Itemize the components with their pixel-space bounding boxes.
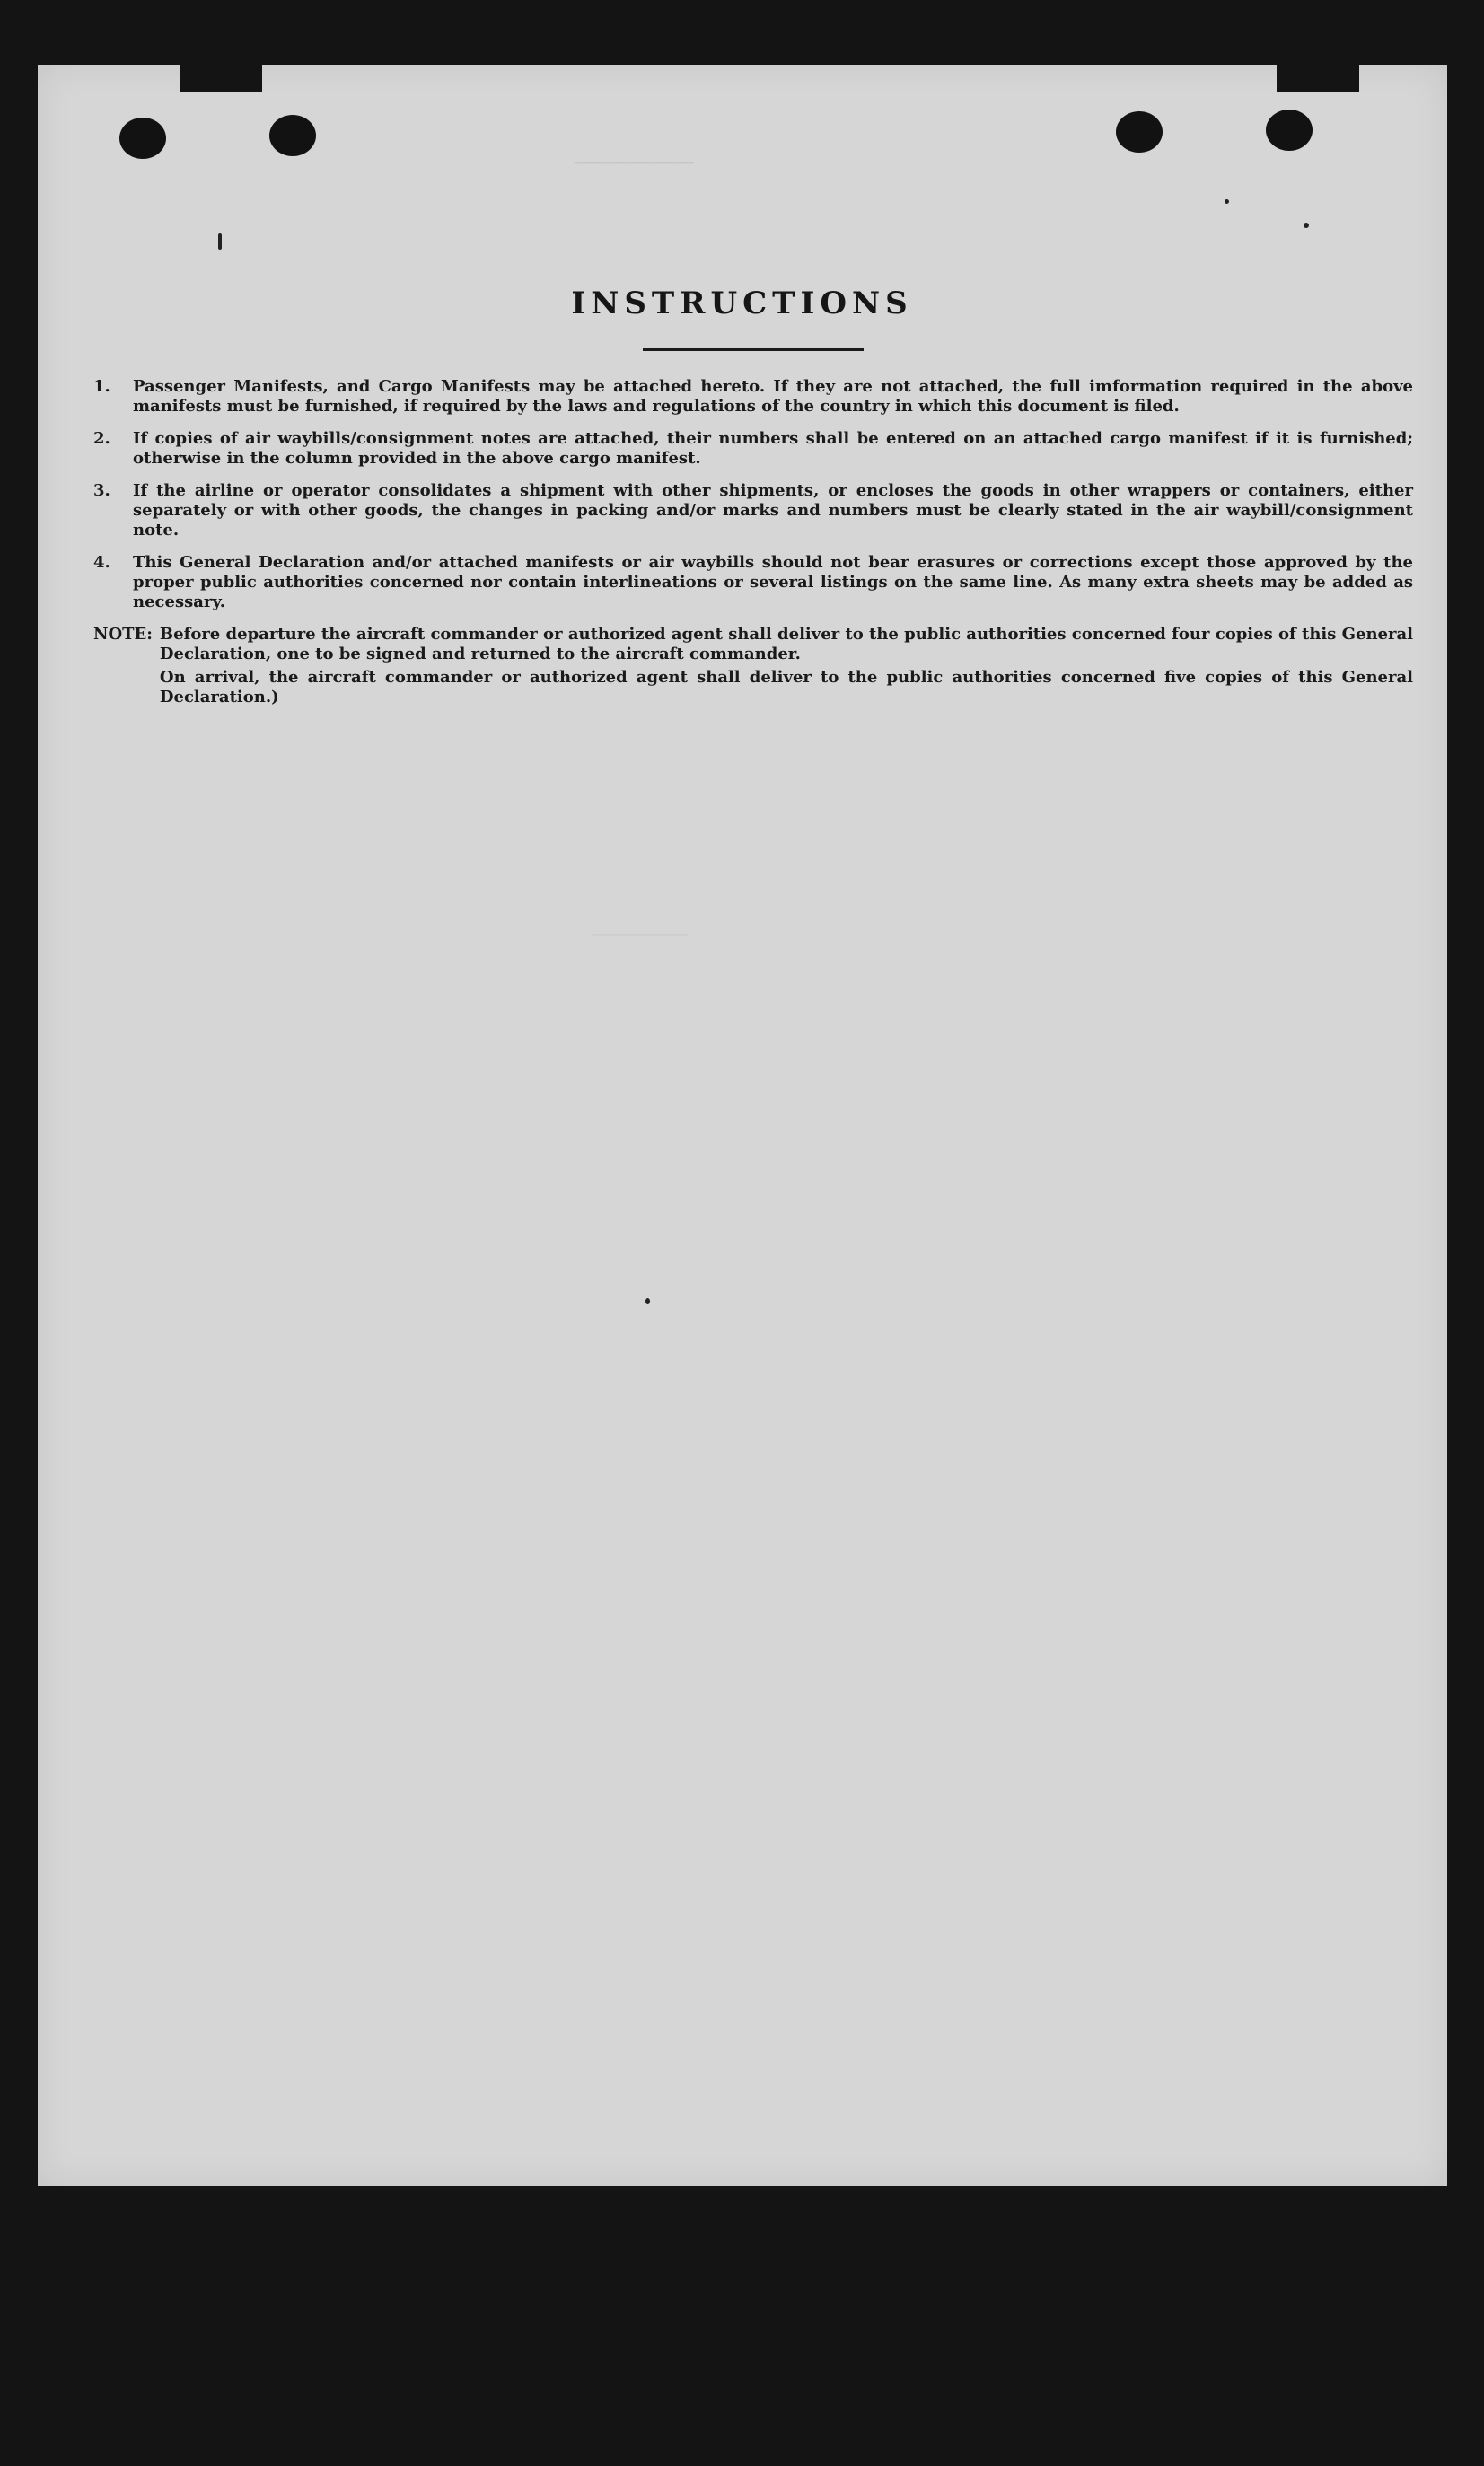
binder-tab-right bbox=[1277, 65, 1359, 92]
bleed-through-text: ──────── bbox=[593, 925, 688, 947]
scan-speck bbox=[1225, 199, 1229, 204]
item-number: 3. bbox=[93, 481, 110, 500]
note-block bbox=[93, 625, 1413, 707]
instruction-item bbox=[93, 553, 1413, 612]
item-number: 1. bbox=[93, 377, 110, 396]
item-text: If copies of air waybills/consignment notes are attached, their numbers shall be entered on an attached cargo manifest if it is furnished; otherwise in the column provided in the above cargo manifest. bbox=[133, 429, 1413, 468]
item-text: This General Declaration and/or attached manifests or air waybills should not bear erasures or corrections except those approved by the proper public authorities concerned nor contain interlineations or several listings on the same line. As many extra sheets may be added as necessary. bbox=[133, 553, 1413, 611]
scan-speck bbox=[218, 233, 222, 250]
bleed-through-text: ────────── bbox=[575, 153, 694, 175]
note-departure: Before departure the aircraft commander or authorized agent shall deliver to the public authorities concerned four copies of this General Declaration, one to be signed and returned to the aircraft commander. bbox=[159, 625, 1413, 663]
instruction-item bbox=[93, 481, 1413, 540]
instruction-item bbox=[93, 429, 1413, 469]
punch-hole-3 bbox=[1116, 111, 1163, 153]
instructions-list bbox=[93, 377, 1413, 707]
binder-tab-left bbox=[180, 65, 262, 92]
note-arrival: On arrival, the aircraft commander or authorized agent shall deliver to the public authorities concerned five copies of this General Declaration.) bbox=[159, 668, 1413, 706]
punch-hole-4 bbox=[1266, 110, 1313, 151]
scan-speck bbox=[1304, 223, 1309, 228]
title-underline bbox=[643, 348, 864, 351]
page-title: INSTRUCTIONS bbox=[571, 285, 913, 321]
note-body bbox=[160, 625, 1413, 707]
punch-hole-2 bbox=[269, 115, 316, 156]
note-label: NOTE: bbox=[93, 625, 153, 644]
punch-hole-1 bbox=[119, 118, 166, 159]
scan-speck bbox=[645, 1298, 650, 1304]
item-number: 4. bbox=[93, 553, 110, 572]
item-number: 2. bbox=[93, 429, 110, 448]
item-text: Passenger Manifests, and Cargo Manifests may be attached hereto. If they are not attached, the full imformation required in the above manifests must be furnished, if required by the laws and regulations of the country in which this document is filed. bbox=[133, 377, 1413, 416]
item-text: If the airline or operator consolidates a shipment with other shipments, or encloses the goods in other wrappers or containers, either separately or with other goods, the changes in packing and/or marks and numbers must be clearly stated in the air waybill/consignment note. bbox=[133, 481, 1413, 540]
instruction-item bbox=[93, 377, 1413, 417]
